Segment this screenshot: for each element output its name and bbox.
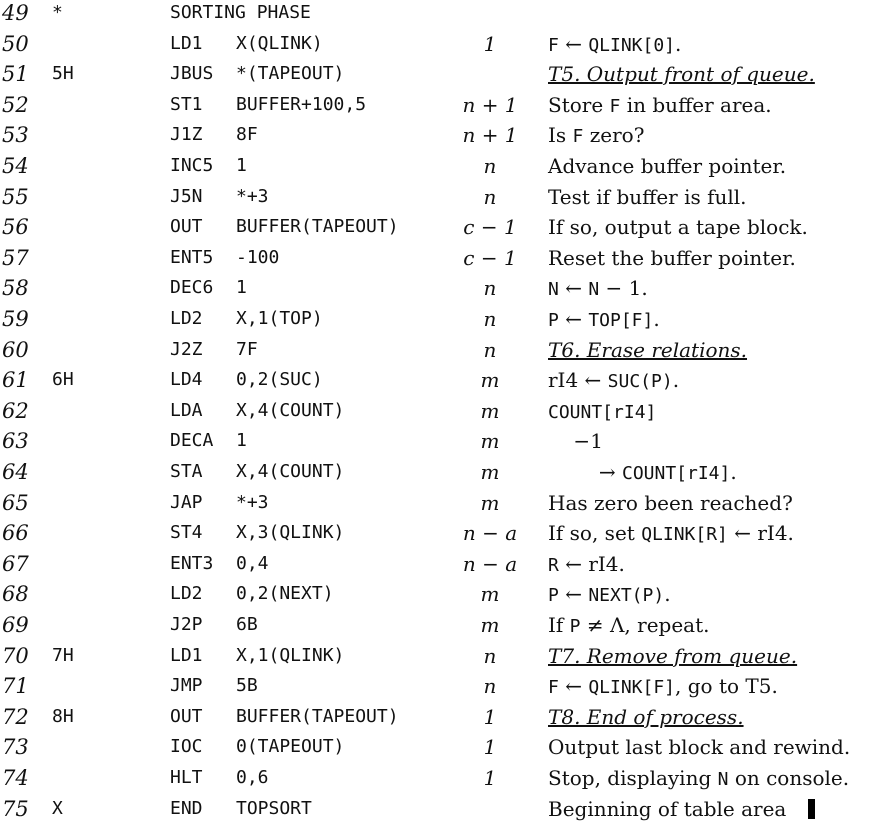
comment	[548, 644, 797, 668]
address-field: 0,2(NEXT)	[236, 583, 334, 605]
text-cursor	[808, 799, 815, 819]
comment-segment: COUNT[rI4]	[548, 401, 657, 423]
line-label: 5H	[52, 63, 74, 85]
comment-segment: ≠ Λ, repeat.	[580, 613, 710, 637]
execution-count: c − 1	[463, 215, 517, 240]
execution-count: 1	[483, 31, 497, 56]
address-field: *(TAPEOUT)	[236, 63, 345, 85]
address-field: *+3	[236, 185, 269, 207]
execution-count: 1	[483, 704, 497, 729]
execution-count: n − a	[462, 521, 518, 546]
execution-count: 1	[483, 766, 497, 790]
address-field: 6B	[236, 614, 258, 635]
comment-segment: If	[548, 613, 570, 637]
code-line	[0, 705, 885, 735]
code-line	[0, 185, 885, 215]
line-number: 73	[2, 735, 29, 760]
opcode: END	[170, 797, 203, 819]
line-number: 55	[2, 184, 29, 209]
line-label: X	[52, 797, 63, 819]
address-field: BUFFER+100,5	[236, 93, 367, 115]
execution-count: n	[483, 643, 497, 668]
line-number: 56	[2, 215, 29, 240]
opcode: LD1	[170, 32, 203, 54]
line-number: 60	[2, 337, 29, 362]
comment-segment: TOP[F]	[588, 310, 654, 331]
opcode: DECA	[170, 430, 214, 452]
code-line	[0, 1, 885, 31]
execution-count: n − a	[462, 551, 518, 576]
line-number: 49	[2, 1, 29, 25]
opcode: HLT	[170, 767, 203, 788]
address-field: 7F	[236, 338, 258, 360]
address-field: 1	[236, 277, 247, 299]
opcode: LD1	[170, 644, 203, 666]
comment-segment: F	[548, 34, 559, 56]
comment	[548, 32, 681, 58]
line-number: 74	[2, 766, 29, 790]
execution-count: n	[483, 674, 497, 699]
opcode: LD2	[170, 308, 203, 329]
line-number: 65	[2, 490, 29, 515]
code-line	[0, 613, 885, 643]
comment	[548, 429, 603, 453]
comment	[548, 552, 625, 578]
code-line	[0, 552, 885, 582]
opcode: SORTING PHASE	[170, 2, 311, 23]
opcode: JMP	[170, 675, 203, 697]
code-line	[0, 154, 885, 184]
execution-count: n	[483, 276, 497, 301]
code-line	[0, 276, 885, 306]
comment-segment: Has zero been reached?	[548, 490, 793, 515]
comment-segment: .	[730, 460, 737, 484]
code-line	[0, 93, 885, 123]
execution-count: n	[483, 337, 497, 362]
comment-segment: Reset the buffer pointer.	[548, 245, 796, 270]
comment-segment: If so, set	[548, 521, 642, 546]
opcode: DEC6	[170, 277, 214, 299]
comment-segment: F	[572, 126, 584, 148]
line-number: 63	[2, 429, 29, 454]
code-line	[0, 735, 885, 765]
address-field: 5B	[236, 675, 258, 697]
line-number: 70	[2, 643, 29, 668]
address-field: -100	[236, 246, 280, 268]
opcode: ST1	[170, 93, 203, 115]
comment-segment: Advance buffer pointer.	[548, 154, 787, 178]
line-number: 57	[2, 245, 29, 270]
line-label: 6H	[52, 369, 74, 391]
comment-segment: ← rI4.	[558, 551, 625, 576]
address-field: X,1(QLINK)	[236, 644, 345, 666]
line-label: 7H	[52, 644, 74, 666]
opcode: J2Z	[170, 338, 203, 360]
comment-segment: NEXT(P)	[588, 585, 665, 607]
comment	[548, 338, 747, 362]
opcode: JBUS	[170, 63, 214, 85]
line-number: 72	[2, 704, 29, 729]
comment-segment: QLINK[R]	[641, 524, 728, 546]
address-field: 8F	[236, 124, 258, 146]
comment	[548, 93, 772, 119]
step-heading: T6. Erase relations.	[548, 337, 748, 362]
comment	[548, 307, 660, 333]
comment-segment: −1	[548, 429, 603, 454]
comment-segment: .	[653, 307, 660, 331]
comment-segment: ←	[558, 31, 589, 56]
comment-segment: SUC(P)	[607, 371, 673, 393]
code-line	[0, 797, 885, 827]
comment-segment: , go to T5.	[675, 674, 778, 699]
address-field: TOPSORT	[236, 797, 312, 819]
address-field: 0(TAPEOUT)	[236, 736, 345, 758]
execution-count: m	[480, 429, 500, 454]
address-field: BUFFER(TAPEOUT)	[236, 705, 399, 727]
address-field: X(QLINK)	[236, 32, 323, 54]
code-line	[0, 123, 885, 153]
code-line	[0, 246, 885, 276]
line-number: 51	[2, 62, 29, 87]
code-line	[0, 644, 885, 674]
comment	[548, 674, 778, 700]
code-line	[0, 582, 885, 612]
comment-segment: P	[548, 585, 559, 607]
comment	[548, 154, 786, 178]
line-number: 52	[2, 92, 29, 117]
opcode: STA	[170, 461, 203, 482]
comment	[548, 766, 849, 792]
comment-segment: Store	[548, 92, 610, 117]
comment-segment: Test if buffer is full.	[548, 184, 747, 209]
comment-segment: QLINK[0]	[588, 34, 676, 56]
line-number: 53	[2, 123, 29, 148]
opcode: JAP	[170, 491, 203, 513]
code-line	[0, 460, 885, 490]
comment	[548, 735, 850, 759]
comment-segment: ←	[558, 582, 589, 607]
comment-segment: ←	[558, 674, 589, 699]
address-field: 0,4	[236, 552, 269, 574]
execution-count: 1	[483, 735, 497, 760]
step-heading: T7. Remove from queue.	[548, 643, 798, 668]
execution-count: m	[480, 368, 500, 393]
comment-segment: − 1.	[599, 276, 648, 301]
address-field: X,4(COUNT)	[236, 461, 345, 482]
comment-segment: Beginning of table area	[548, 796, 787, 821]
comment-segment: zero?	[583, 123, 645, 148]
opcode: LD4	[170, 369, 203, 391]
comment	[548, 62, 815, 86]
line-label: *	[52, 2, 63, 23]
line-number: 62	[2, 398, 29, 423]
comment-segment: .	[664, 582, 671, 607]
address-field: *+3	[236, 491, 269, 513]
code-line	[0, 62, 885, 92]
comment-segment: If so, output a tape block.	[548, 215, 808, 240]
comment-segment: .	[672, 368, 680, 393]
execution-count: m	[480, 460, 500, 484]
comment-segment: ←	[558, 307, 589, 331]
execution-count: n + 1	[462, 92, 518, 117]
line-number: 59	[2, 307, 29, 331]
code-line	[0, 32, 885, 62]
code-line	[0, 491, 885, 521]
opcode: J5N	[170, 185, 203, 207]
comment-segment: →	[548, 460, 622, 484]
execution-count: n	[483, 184, 497, 209]
opcode: J1Z	[170, 124, 203, 146]
opcode: INC5	[170, 155, 214, 176]
code-line	[0, 307, 885, 337]
address-field: X,4(COUNT)	[236, 399, 345, 421]
address-field: X,3(QLINK)	[236, 522, 345, 544]
code-line	[0, 399, 885, 429]
comment	[548, 246, 796, 270]
line-number: 50	[2, 31, 29, 56]
step-heading: T8. End of process.	[548, 704, 744, 729]
opcode: IOC	[170, 736, 203, 758]
comment-segment: F	[548, 677, 559, 699]
execution-count: n	[483, 307, 497, 331]
comment-segment: QLINK[F]	[588, 677, 676, 699]
comment-segment: N	[548, 279, 559, 301]
comment	[548, 613, 710, 639]
execution-count: m	[480, 582, 500, 607]
comment	[548, 460, 737, 486]
line-number: 69	[2, 613, 29, 637]
opcode: LDA	[170, 399, 203, 421]
comment-segment: R	[548, 554, 559, 576]
opcode: LD2	[170, 583, 203, 605]
execution-count: n + 1	[462, 123, 518, 148]
line-number: 67	[2, 551, 29, 576]
address-field: 0,6	[236, 767, 269, 788]
comment	[548, 215, 808, 239]
address-field: X,1(TOP)	[236, 308, 323, 329]
address-field: 1	[236, 430, 247, 452]
code-line	[0, 521, 885, 551]
comment	[548, 368, 679, 394]
line-number: 54	[2, 154, 29, 178]
code-line	[0, 368, 885, 398]
line-number: 58	[2, 276, 29, 301]
line-number: 66	[2, 521, 29, 546]
opcode: ENT3	[170, 552, 214, 574]
execution-count: c − 1	[463, 245, 517, 270]
comment	[548, 797, 815, 821]
execution-count: m	[480, 613, 500, 637]
opcode: OUT	[170, 216, 203, 238]
opcode: J2P	[170, 614, 203, 635]
comment	[548, 276, 648, 302]
comment-segment: .	[675, 31, 682, 56]
comment-segment: on console.	[728, 766, 850, 790]
comment-segment: Output last block and rewind.	[548, 735, 851, 760]
line-number: 64	[2, 460, 29, 484]
comment-segment: N	[717, 769, 729, 790]
opcode: OUT	[170, 705, 203, 727]
comment-segment: COUNT[rI4]	[621, 463, 731, 484]
line-number: 68	[2, 582, 29, 607]
comment-segment: ←	[558, 276, 589, 301]
code-line	[0, 674, 885, 704]
execution-count: m	[480, 490, 500, 515]
comment	[548, 123, 644, 149]
opcode: ENT5	[170, 246, 214, 268]
code-line	[0, 429, 885, 459]
code-line	[0, 215, 885, 245]
comment-segment: P	[548, 310, 559, 331]
comment-segment: rI4 ←	[548, 368, 608, 393]
execution-count: m	[480, 398, 500, 423]
code-line	[0, 338, 885, 368]
comment-segment: in buffer area.	[620, 92, 772, 117]
comment-segment: N	[588, 279, 600, 301]
step-heading: T5. Output front of queue.	[548, 62, 815, 87]
comment-segment: ← rI4.	[727, 521, 794, 546]
comment	[548, 185, 747, 209]
comment	[548, 582, 671, 608]
line-number: 75	[2, 796, 29, 821]
opcode: ST4	[170, 522, 203, 544]
comment	[548, 491, 793, 515]
address-field: 1	[236, 155, 247, 176]
comment-segment: P	[569, 616, 581, 637]
comment	[548, 705, 744, 729]
line-number: 71	[2, 674, 29, 699]
line-number: 61	[2, 368, 29, 393]
line-label: 8H	[52, 705, 74, 727]
address-field: BUFFER(TAPEOUT)	[236, 216, 399, 238]
comment	[548, 399, 656, 425]
address-field: 0,2(SUC)	[236, 369, 323, 391]
comment-segment: F	[609, 95, 621, 117]
execution-count: n	[483, 154, 497, 178]
comment-segment: Stop, displaying	[548, 766, 718, 790]
comment	[548, 521, 794, 547]
code-line	[0, 766, 885, 796]
comment-segment: Is	[548, 123, 573, 148]
